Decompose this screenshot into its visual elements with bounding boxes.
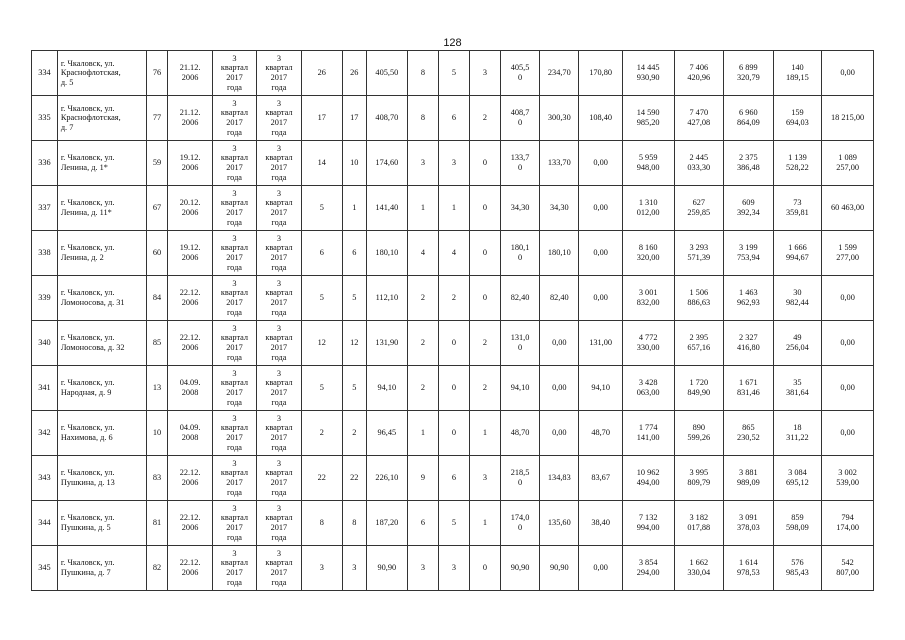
cell-col12: 1 xyxy=(469,411,500,456)
cell-col17: 890 599,26 xyxy=(674,411,724,456)
cell-col11: 0 xyxy=(438,411,469,456)
cell-col7: 5 xyxy=(301,186,342,231)
cell-col9: 180,10 xyxy=(366,231,407,276)
cell-col18: 865 230,52 xyxy=(724,411,774,456)
cell-col10: 1 xyxy=(408,411,439,456)
address-cell: г. Чкаловск, ул. Пушкина, д. 7 xyxy=(57,546,146,591)
cell-col20: 0,00 xyxy=(822,411,874,456)
cell-col20: 0,00 xyxy=(822,366,874,411)
quarter-end-cell: 3 квартал 2017 года xyxy=(257,96,301,141)
quarter-start-cell: 3 квартал 2017 года xyxy=(212,501,256,546)
cell-col19: 73 359,81 xyxy=(773,186,822,231)
cell-col9: 131,90 xyxy=(366,321,407,366)
cell-col13: 48,70 xyxy=(500,411,539,456)
cell-col9: 174,60 xyxy=(366,141,407,186)
cell-col17: 627 259,85 xyxy=(674,186,724,231)
cell-col9: 408,70 xyxy=(366,96,407,141)
cell-col19: 30 982,44 xyxy=(773,276,822,321)
cell-col19: 35 381,64 xyxy=(773,366,822,411)
quarter-end-cell: 3 квартал 2017 года xyxy=(257,276,301,321)
cell-col13: 218,5 0 xyxy=(500,456,539,501)
cell-col18: 3 199 753,94 xyxy=(724,231,774,276)
row-number: 338 xyxy=(32,231,58,276)
house-number-cell: 85 xyxy=(146,321,168,366)
quarter-end-cell: 3 квартал 2017 года xyxy=(257,366,301,411)
quarter-start-cell: 3 квартал 2017 года xyxy=(212,186,256,231)
cell-col13: 405,5 0 xyxy=(500,51,539,96)
cell-col14: 180,10 xyxy=(540,231,579,276)
cell-col13: 408,7 0 xyxy=(500,96,539,141)
housing-data-table xyxy=(31,50,874,591)
cell-col9: 141,40 xyxy=(366,186,407,231)
address-cell: г. Чкаловск, ул. Пушкина, д. 5 xyxy=(57,501,146,546)
cell-col18: 3 091 378,03 xyxy=(724,501,774,546)
date-cell: 22.12. 2006 xyxy=(168,501,212,546)
cell-col10: 8 xyxy=(408,51,439,96)
cell-col18: 1 614 978,53 xyxy=(724,546,774,591)
cell-col10: 4 xyxy=(408,231,439,276)
cell-col15: 0,00 xyxy=(579,231,622,276)
table-row xyxy=(32,276,874,321)
table-body xyxy=(32,51,874,591)
house-number-cell: 76 xyxy=(146,51,168,96)
cell-col20: 60 463,00 xyxy=(822,186,874,231)
cell-col10: 3 xyxy=(408,141,439,186)
cell-col9: 94,10 xyxy=(366,366,407,411)
cell-col10: 3 xyxy=(408,546,439,591)
cell-col9: 96,45 xyxy=(366,411,407,456)
cell-col12: 2 xyxy=(469,366,500,411)
cell-col16: 5 959 948,00 xyxy=(622,141,674,186)
cell-col15: 108,40 xyxy=(579,96,622,141)
cell-col14: 135,60 xyxy=(540,501,579,546)
quarter-start-cell: 3 квартал 2017 года xyxy=(212,51,256,96)
cell-col19: 859 598,09 xyxy=(773,501,822,546)
cell-col8: 2 xyxy=(342,411,366,456)
cell-col19: 1 139 528,22 xyxy=(773,141,822,186)
cell-col15: 0,00 xyxy=(579,186,622,231)
cell-col17: 3 182 017,88 xyxy=(674,501,724,546)
house-number-cell: 83 xyxy=(146,456,168,501)
cell-col16: 3 428 063,00 xyxy=(622,366,674,411)
quarter-start-cell: 3 квартал 2017 года xyxy=(212,141,256,186)
cell-col9: 112,10 xyxy=(366,276,407,321)
cell-col14: 234,70 xyxy=(540,51,579,96)
quarter-end-cell: 3 квартал 2017 года xyxy=(257,456,301,501)
cell-col14: 82,40 xyxy=(540,276,579,321)
quarter-start-cell: 3 квартал 2017 года xyxy=(212,366,256,411)
cell-col11: 5 xyxy=(438,501,469,546)
cell-col11: 2 xyxy=(438,276,469,321)
cell-col9: 405,50 xyxy=(366,51,407,96)
cell-col8: 17 xyxy=(342,96,366,141)
cell-col18: 6 899 320,79 xyxy=(724,51,774,96)
cell-col18: 1 671 831,46 xyxy=(724,366,774,411)
cell-col20: 0,00 xyxy=(822,321,874,366)
cell-col17: 1 662 330,04 xyxy=(674,546,724,591)
cell-col13: 82,40 xyxy=(500,276,539,321)
address-cell: г. Чкаловск, ул. Краснофлотская, д. 5 xyxy=(57,51,146,96)
address-cell: г. Чкаловск, ул. Ленина, д. 1* xyxy=(57,141,146,186)
house-number-cell: 67 xyxy=(146,186,168,231)
cell-col14: 134,83 xyxy=(540,456,579,501)
cell-col20: 794 174,00 xyxy=(822,501,874,546)
row-number: 345 xyxy=(32,546,58,591)
cell-col19: 1 666 994,67 xyxy=(773,231,822,276)
date-cell: 21.12. 2006 xyxy=(168,96,212,141)
cell-col19: 159 694,03 xyxy=(773,96,822,141)
quarter-start-cell: 3 квартал 2017 года xyxy=(212,456,256,501)
cell-col19: 576 985,43 xyxy=(773,546,822,591)
date-cell: 22.12. 2006 xyxy=(168,456,212,501)
cell-col7: 5 xyxy=(301,366,342,411)
cell-col15: 38,40 xyxy=(579,501,622,546)
row-number: 335 xyxy=(32,96,58,141)
cell-col13: 133,7 0 xyxy=(500,141,539,186)
date-cell: 22.12. 2006 xyxy=(168,276,212,321)
cell-col7: 12 xyxy=(301,321,342,366)
cell-col14: 34,30 xyxy=(540,186,579,231)
quarter-end-cell: 3 квартал 2017 года xyxy=(257,141,301,186)
cell-col12: 3 xyxy=(469,51,500,96)
row-number: 343 xyxy=(32,456,58,501)
address-cell: г. Чкаловск, ул. Нахимова, д. 6 xyxy=(57,411,146,456)
cell-col11: 4 xyxy=(438,231,469,276)
house-number-cell: 81 xyxy=(146,501,168,546)
date-cell: 19.12. 2006 xyxy=(168,141,212,186)
quarter-start-cell: 3 квартал 2017 года xyxy=(212,546,256,591)
cell-col14: 90,90 xyxy=(540,546,579,591)
cell-col8: 26 xyxy=(342,51,366,96)
cell-col7: 17 xyxy=(301,96,342,141)
cell-col19: 140 189,15 xyxy=(773,51,822,96)
cell-col20: 1 089 257,00 xyxy=(822,141,874,186)
date-cell: 04.09. 2008 xyxy=(168,366,212,411)
address-cell: г. Чкаловск, ул. Ленина, д. 11* xyxy=(57,186,146,231)
table-row xyxy=(32,51,874,96)
cell-col7: 8 xyxy=(301,501,342,546)
cell-col8: 6 xyxy=(342,231,366,276)
table-row xyxy=(32,456,874,501)
cell-col15: 48,70 xyxy=(579,411,622,456)
cell-col11: 1 xyxy=(438,186,469,231)
house-number-cell: 59 xyxy=(146,141,168,186)
cell-col12: 0 xyxy=(469,231,500,276)
cell-col17: 3 293 571,39 xyxy=(674,231,724,276)
cell-col12: 2 xyxy=(469,321,500,366)
cell-col9: 187,20 xyxy=(366,501,407,546)
cell-col8: 10 xyxy=(342,141,366,186)
house-number-cell: 13 xyxy=(146,366,168,411)
cell-col18: 2 327 416,80 xyxy=(724,321,774,366)
cell-col7: 5 xyxy=(301,276,342,321)
cell-col14: 133,70 xyxy=(540,141,579,186)
house-number-cell: 77 xyxy=(146,96,168,141)
cell-col14: 0,00 xyxy=(540,321,579,366)
cell-col15: 0,00 xyxy=(579,141,622,186)
cell-col12: 2 xyxy=(469,96,500,141)
cell-col17: 7 470 427,08 xyxy=(674,96,724,141)
date-cell: 21.12. 2006 xyxy=(168,51,212,96)
cell-col15: 83,67 xyxy=(579,456,622,501)
address-cell: г. Чкаловск, ул. Ленина, д. 2 xyxy=(57,231,146,276)
house-number-cell: 84 xyxy=(146,276,168,321)
cell-col17: 2 445 033,30 xyxy=(674,141,724,186)
quarter-end-cell: 3 квартал 2017 года xyxy=(257,501,301,546)
cell-col18: 3 881 989,09 xyxy=(724,456,774,501)
cell-col11: 0 xyxy=(438,366,469,411)
cell-col16: 1 310 012,00 xyxy=(622,186,674,231)
cell-col8: 5 xyxy=(342,366,366,411)
table-row xyxy=(32,546,874,591)
cell-col16: 3 854 294,00 xyxy=(622,546,674,591)
cell-col16: 14 445 930,90 xyxy=(622,51,674,96)
cell-col10: 6 xyxy=(408,501,439,546)
quarter-start-cell: 3 квартал 2017 года xyxy=(212,321,256,366)
quarter-start-cell: 3 квартал 2017 года xyxy=(212,231,256,276)
table-row xyxy=(32,186,874,231)
row-number: 344 xyxy=(32,501,58,546)
quarter-start-cell: 3 квартал 2017 года xyxy=(212,411,256,456)
cell-col15: 170,80 xyxy=(579,51,622,96)
cell-col15: 0,00 xyxy=(579,276,622,321)
cell-col16: 7 132 994,00 xyxy=(622,501,674,546)
cell-col20: 0,00 xyxy=(822,51,874,96)
row-number: 340 xyxy=(32,321,58,366)
cell-col8: 1 xyxy=(342,186,366,231)
cell-col16: 10 962 494,00 xyxy=(622,456,674,501)
quarter-end-cell: 3 квартал 2017 года xyxy=(257,411,301,456)
cell-col20: 18 215,00 xyxy=(822,96,874,141)
cell-col7: 3 xyxy=(301,546,342,591)
cell-col8: 3 xyxy=(342,546,366,591)
cell-col18: 609 392,34 xyxy=(724,186,774,231)
cell-col9: 226,10 xyxy=(366,456,407,501)
cell-col12: 0 xyxy=(469,186,500,231)
cell-col20: 1 599 277,00 xyxy=(822,231,874,276)
cell-col10: 8 xyxy=(408,96,439,141)
row-number: 337 xyxy=(32,186,58,231)
quarter-start-cell: 3 квартал 2017 года xyxy=(212,276,256,321)
cell-col18: 6 960 864,09 xyxy=(724,96,774,141)
cell-col16: 3 001 832,00 xyxy=(622,276,674,321)
cell-col8: 8 xyxy=(342,501,366,546)
cell-col8: 5 xyxy=(342,276,366,321)
cell-col16: 1 774 141,00 xyxy=(622,411,674,456)
cell-col16: 4 772 330,00 xyxy=(622,321,674,366)
cell-col17: 1 506 886,63 xyxy=(674,276,724,321)
cell-col7: 2 xyxy=(301,411,342,456)
cell-col17: 3 995 809,79 xyxy=(674,456,724,501)
cell-col16: 14 590 985,20 xyxy=(622,96,674,141)
date-cell: 19.12. 2006 xyxy=(168,231,212,276)
address-cell: г. Чкаловск, ул. Пушкина, д. 13 xyxy=(57,456,146,501)
quarter-start-cell: 3 квартал 2017 года xyxy=(212,96,256,141)
cell-col13: 131,0 0 xyxy=(500,321,539,366)
cell-col7: 22 xyxy=(301,456,342,501)
table-row xyxy=(32,501,874,546)
cell-col10: 2 xyxy=(408,321,439,366)
cell-col14: 0,00 xyxy=(540,366,579,411)
house-number-cell: 60 xyxy=(146,231,168,276)
cell-col15: 131,00 xyxy=(579,321,622,366)
cell-col12: 3 xyxy=(469,456,500,501)
quarter-end-cell: 3 квартал 2017 года xyxy=(257,321,301,366)
table-row xyxy=(32,96,874,141)
cell-col15: 94,10 xyxy=(579,366,622,411)
cell-col7: 14 xyxy=(301,141,342,186)
page-number: 128 xyxy=(443,37,462,49)
cell-col12: 0 xyxy=(469,276,500,321)
cell-col13: 34,30 xyxy=(500,186,539,231)
cell-col10: 1 xyxy=(408,186,439,231)
cell-col14: 0,00 xyxy=(540,411,579,456)
cell-col9: 90,90 xyxy=(366,546,407,591)
cell-col17: 1 720 849,90 xyxy=(674,366,724,411)
date-cell: 22.12. 2006 xyxy=(168,546,212,591)
cell-col11: 0 xyxy=(438,321,469,366)
cell-col20: 3 002 539,00 xyxy=(822,456,874,501)
cell-col12: 0 xyxy=(469,141,500,186)
cell-col11: 3 xyxy=(438,141,469,186)
house-number-cell: 82 xyxy=(146,546,168,591)
cell-col17: 2 395 657,16 xyxy=(674,321,724,366)
cell-col12: 0 xyxy=(469,546,500,591)
cell-col7: 26 xyxy=(301,51,342,96)
address-cell: г. Чкаловск, ул. Ломоносова, д. 32 xyxy=(57,321,146,366)
table-row xyxy=(32,321,874,366)
cell-col16: 8 160 320,00 xyxy=(622,231,674,276)
cell-col15: 0,00 xyxy=(579,546,622,591)
row-number: 334 xyxy=(32,51,58,96)
house-number-cell: 10 xyxy=(146,411,168,456)
quarter-end-cell: 3 квартал 2017 года xyxy=(257,546,301,591)
cell-col13: 180,1 0 xyxy=(500,231,539,276)
quarter-end-cell: 3 квартал 2017 года xyxy=(257,51,301,96)
cell-col10: 2 xyxy=(408,366,439,411)
cell-col19: 18 311,22 xyxy=(773,411,822,456)
address-cell: г. Чкаловск, ул. Краснофлотская, д. 7 xyxy=(57,96,146,141)
cell-col12: 1 xyxy=(469,501,500,546)
cell-col19: 3 084 695,12 xyxy=(773,456,822,501)
cell-col10: 9 xyxy=(408,456,439,501)
table-row xyxy=(32,141,874,186)
table-row xyxy=(32,231,874,276)
cell-col13: 174,0 0 xyxy=(500,501,539,546)
cell-col11: 6 xyxy=(438,456,469,501)
cell-col17: 7 406 420,96 xyxy=(674,51,724,96)
cell-col11: 5 xyxy=(438,51,469,96)
quarter-end-cell: 3 квартал 2017 года xyxy=(257,186,301,231)
cell-col7: 6 xyxy=(301,231,342,276)
table-row xyxy=(32,366,874,411)
address-cell: г. Чкаловск, ул. Ломоносова, д. 31 xyxy=(57,276,146,321)
cell-col11: 6 xyxy=(438,96,469,141)
date-cell: 04.09. 2008 xyxy=(168,411,212,456)
address-cell: г. Чкаловск, ул. Народная, д. 9 xyxy=(57,366,146,411)
cell-col18: 2 375 386,48 xyxy=(724,141,774,186)
date-cell: 22.12. 2006 xyxy=(168,321,212,366)
cell-col10: 2 xyxy=(408,276,439,321)
table-row xyxy=(32,411,874,456)
cell-col19: 49 256,04 xyxy=(773,321,822,366)
row-number: 341 xyxy=(32,366,58,411)
cell-col11: 3 xyxy=(438,546,469,591)
cell-col14: 300,30 xyxy=(540,96,579,141)
cell-col8: 12 xyxy=(342,321,366,366)
quarter-end-cell: 3 квартал 2017 года xyxy=(257,231,301,276)
cell-col20: 0,00 xyxy=(822,276,874,321)
row-number: 339 xyxy=(32,276,58,321)
cell-col13: 94,10 xyxy=(500,366,539,411)
cell-col13: 90,90 xyxy=(500,546,539,591)
cell-col20: 542 807,00 xyxy=(822,546,874,591)
cell-col18: 1 463 962,93 xyxy=(724,276,774,321)
row-number: 336 xyxy=(32,141,58,186)
date-cell: 20.12. 2006 xyxy=(168,186,212,231)
row-number: 342 xyxy=(32,411,58,456)
cell-col8: 22 xyxy=(342,456,366,501)
